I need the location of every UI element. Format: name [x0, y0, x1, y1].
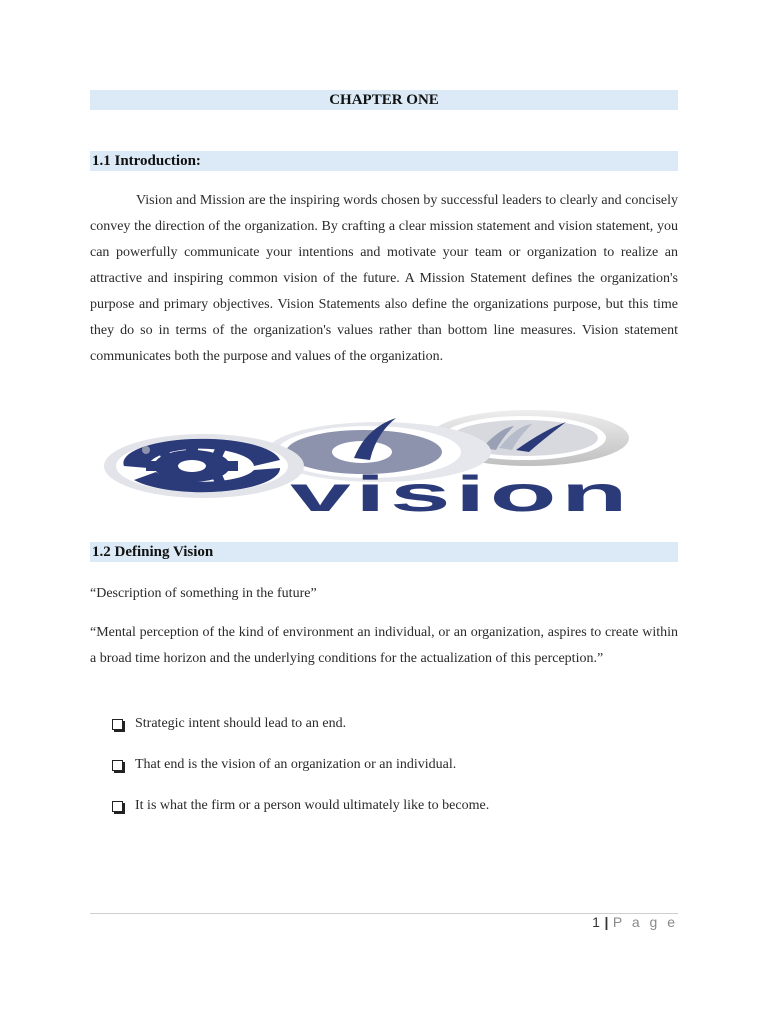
introduction-text: Vision and Mission are the inspiring words chosen by successful leaders to clearly and concisely convey the direction of the organization. By crafting a clear mission statement and vision statement, you can powerfully communicate your intentions and motivate your team or organization to realize an attractive and inspiring common vision of the future. A Mission Statement defines the organization's purpose and primary objectives. Vision Statements also define the organizations purpose, but this time they do so in terms of the organization's values rather than bottom line measures. Vision statement communicates both the purpose and values of the organization. — [90, 193, 678, 364]
defining-vision-heading: 1.2 Defining Vision — [90, 542, 678, 562]
quote-mental-perception: “Mental perception of the kind of environment an individual, or an organization, aspires to create within a broad time horizon and the underlying conditions for the actualization of this perception.” — [90, 625, 678, 666]
chapter-title: CHAPTER ONE — [90, 90, 678, 110]
vision-bullet-list — [112, 712, 672, 835]
footer-divider — [90, 913, 678, 914]
vision-logo-graphic — [104, 408, 652, 518]
vision-logo — [104, 408, 652, 518]
gear-disc-icon — [104, 434, 304, 498]
list-item — [112, 794, 672, 835]
list-item-text: Strategic intent should lead to an end. — [135, 716, 347, 731]
checkbox-bullet-icon — [112, 719, 123, 730]
list-item — [112, 712, 672, 753]
page-number: 1 — [592, 914, 601, 930]
page-footer — [592, 914, 678, 930]
checkbox-bullet-icon — [112, 760, 123, 771]
quote-description: “Description of something in the future” — [90, 586, 317, 601]
vision-wordmark: vision — [290, 466, 632, 518]
footer-separator: | — [604, 914, 609, 930]
introduction-paragraph — [90, 188, 678, 370]
list-item-text: It is what the firm or a person would ultimately like to become. — [135, 798, 490, 813]
page-label: P a g e — [612, 914, 678, 930]
checkbox-bullet-icon — [112, 801, 123, 812]
introduction-heading: 1.1 Introduction: — [90, 151, 678, 171]
list-item-text: That end is the vision of an organization or an individual. — [135, 757, 457, 772]
list-item — [112, 753, 672, 794]
